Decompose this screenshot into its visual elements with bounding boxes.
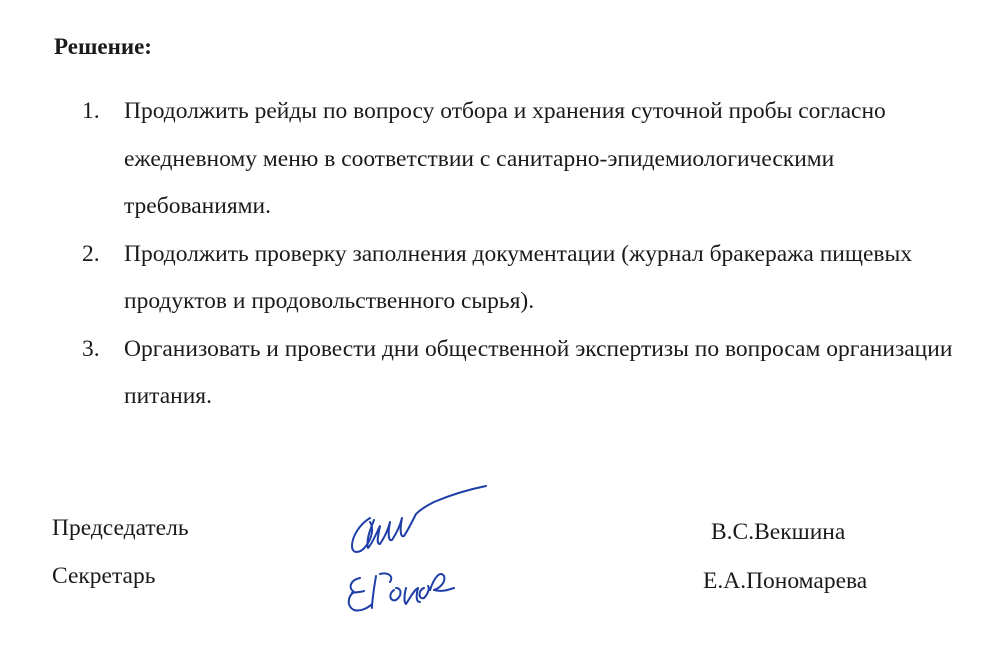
decision-list [82,88,962,421]
decision-item-number: 2. [82,240,100,267]
handwritten-signatures [330,478,510,628]
decision-item-3 [82,326,962,421]
secretary-name: Е.А.Пономарева [703,568,868,594]
decision-item-2 [82,231,962,326]
chair-signature-stroke [352,486,486,552]
decision-item-text: Продолжить проверку заполнения документации (журнал бракеража пищевых продуктов и продовольственного сырья). [124,240,913,314]
decision-item-number: 3. [82,335,100,362]
secretary-signature-stroke [349,573,454,610]
decision-item-number: 1. [82,98,100,124]
chair-role-label: Председатель [52,515,189,541]
decision-heading: Решение: [54,34,152,59]
decision-item-1 [82,88,962,231]
chair-name: В.С.Векшина [711,519,846,545]
decision-item-text: Продолжить рейды по вопросу отбора и хранения суточной пробы согласно ежедневному меню в соответствии с санитарно-эпидемиологическими требованиями. [124,98,886,219]
decision-item-text: Организовать и провести дни общественной экспертизы по вопросам организации питания. [124,335,953,409]
secretary-role-label: Секретарь [52,563,156,589]
